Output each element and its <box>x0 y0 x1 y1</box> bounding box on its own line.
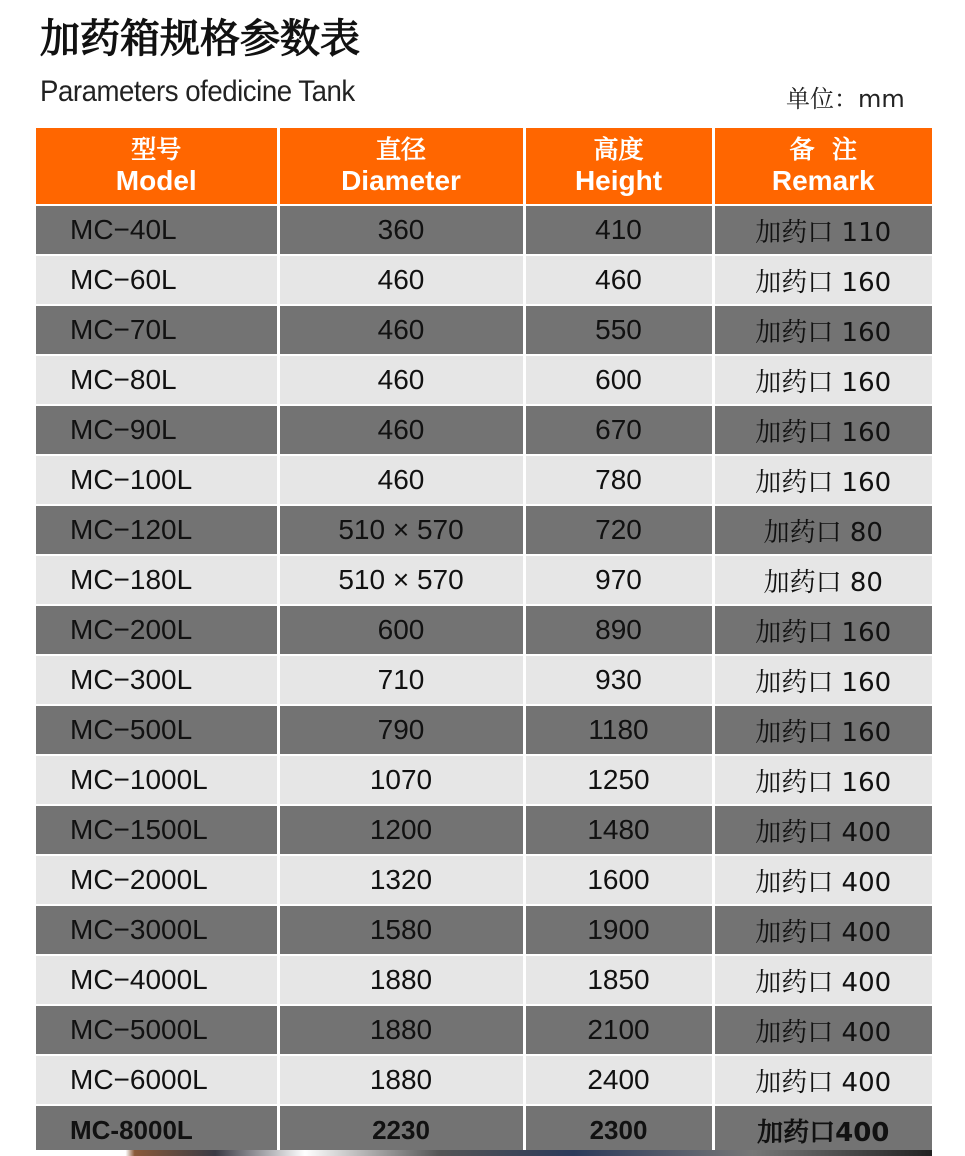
table-row <box>36 305 932 355</box>
cell-model: MC−90L <box>36 405 278 455</box>
cell-diameter: 1070 <box>278 755 524 805</box>
header-height-en: Height <box>574 165 663 196</box>
cell-remark: 加药口 80 <box>713 505 932 555</box>
header-model <box>36 128 278 205</box>
table-header-row <box>36 128 932 205</box>
cell-diameter: 790 <box>278 705 524 755</box>
cell-height: 720 <box>524 505 713 555</box>
table-row <box>36 655 932 705</box>
table-row <box>36 1055 932 1105</box>
table-row <box>36 1005 932 1055</box>
cell-height: 2300 <box>524 1105 713 1155</box>
cell-remark: 加药口 110 <box>713 205 932 255</box>
cell-model: MC−80L <box>36 355 278 405</box>
cell-remark: 加药口 160 <box>713 705 932 755</box>
cell-height: 780 <box>524 455 713 505</box>
header-height-zh: 高度 <box>593 135 644 164</box>
cell-remark: 加药口 160 <box>713 655 932 705</box>
page-title: 加药箱规格参数表 <box>40 16 360 62</box>
bottom-image-strip <box>36 1150 932 1156</box>
table-row <box>36 555 932 605</box>
table-row <box>36 805 932 855</box>
cell-remark: 加药口 80 <box>713 555 932 605</box>
table-row <box>36 205 932 255</box>
cell-model: MC−5000L <box>36 1005 278 1055</box>
cell-height: 600 <box>524 355 713 405</box>
cell-remark: 加药口 400 <box>713 1005 932 1055</box>
cell-diameter: 360 <box>278 205 524 255</box>
cell-diameter: 460 <box>278 305 524 355</box>
cell-model: MC-8000L <box>36 1105 278 1155</box>
cell-diameter: 1880 <box>278 955 524 1005</box>
header-remark-zh: 备 注 <box>789 135 857 164</box>
table-row <box>36 255 932 305</box>
cell-diameter: 2230 <box>278 1105 524 1155</box>
cell-remark: 加药口 400 <box>713 905 932 955</box>
parameters-table <box>36 128 932 1156</box>
cell-model: MC−1500L <box>36 805 278 855</box>
cell-height: 890 <box>524 605 713 655</box>
cell-height: 1600 <box>524 855 713 905</box>
header-remark <box>713 128 932 205</box>
cell-remark: 加药口 160 <box>713 405 932 455</box>
table-row <box>36 355 932 405</box>
cell-height: 1250 <box>524 755 713 805</box>
page-subtitle: Parameters ofedicine Tank <box>40 75 355 108</box>
cell-model: MC−100L <box>36 455 278 505</box>
cell-height: 550 <box>524 305 713 355</box>
cell-model: MC−4000L <box>36 955 278 1005</box>
cell-height: 460 <box>524 255 713 305</box>
cell-height: 2100 <box>524 1005 713 1055</box>
cell-remark: 加药口400 <box>713 1105 932 1155</box>
table-row <box>36 455 932 505</box>
cell-diameter: 510 × 570 <box>278 555 524 605</box>
cell-model: MC−300L <box>36 655 278 705</box>
header-diameter-en: Diameter <box>341 165 461 196</box>
cell-diameter: 1200 <box>278 805 524 855</box>
cell-height: 1850 <box>524 955 713 1005</box>
table-row <box>36 905 932 955</box>
cell-height: 2400 <box>524 1055 713 1105</box>
cell-model: MC−60L <box>36 255 278 305</box>
cell-model: MC−180L <box>36 555 278 605</box>
cell-diameter: 1880 <box>278 1005 524 1055</box>
cell-remark: 加药口 400 <box>713 805 932 855</box>
header-diameter-zh: 直径 <box>375 135 426 164</box>
cell-remark: 加药口 160 <box>713 605 932 655</box>
cell-model: MC−500L <box>36 705 278 755</box>
cell-model: MC−2000L <box>36 855 278 905</box>
table-row <box>36 605 932 655</box>
cell-model: MC−3000L <box>36 905 278 955</box>
table-body <box>36 205 932 1155</box>
cell-diameter: 460 <box>278 405 524 455</box>
cell-height: 410 <box>524 205 713 255</box>
cell-diameter: 1320 <box>278 855 524 905</box>
cell-remark: 加药口 160 <box>713 355 932 405</box>
cell-diameter: 1580 <box>278 905 524 955</box>
cell-model: MC−200L <box>36 605 278 655</box>
cell-model: MC−40L <box>36 205 278 255</box>
cell-remark: 加药口 400 <box>713 1055 932 1105</box>
unit-label: 单位：mm <box>786 85 905 113</box>
cell-diameter: 460 <box>278 255 524 305</box>
cell-remark: 加药口 400 <box>713 955 932 1005</box>
cell-remark: 加药口 160 <box>713 455 932 505</box>
cell-diameter: 510 × 570 <box>278 505 524 555</box>
header-height <box>524 128 713 205</box>
cell-remark: 加药口 160 <box>713 305 932 355</box>
cell-remark: 加药口 400 <box>713 855 932 905</box>
header-model-zh: 型号 <box>131 135 182 164</box>
header-model-en: Model <box>115 165 197 196</box>
cell-height: 1180 <box>524 705 713 755</box>
table-row <box>36 855 932 905</box>
cell-height: 1480 <box>524 805 713 855</box>
cell-model: MC−1000L <box>36 755 278 805</box>
table-row <box>36 955 932 1005</box>
cell-model: MC−70L <box>36 305 278 355</box>
cell-model: MC−6000L <box>36 1055 278 1105</box>
table-row <box>36 755 932 805</box>
cell-diameter: 600 <box>278 605 524 655</box>
cell-model: MC−120L <box>36 505 278 555</box>
cell-height: 1900 <box>524 905 713 955</box>
table-row <box>36 1105 932 1155</box>
table-row <box>36 405 932 455</box>
cell-diameter: 710 <box>278 655 524 705</box>
cell-height: 970 <box>524 555 713 605</box>
cell-height: 670 <box>524 405 713 455</box>
cell-remark: 加药口 160 <box>713 755 932 805</box>
cell-diameter: 460 <box>278 455 524 505</box>
cell-height: 930 <box>524 655 713 705</box>
cell-diameter: 1880 <box>278 1055 524 1105</box>
header-diameter <box>278 128 524 205</box>
table-row <box>36 505 932 555</box>
cell-diameter: 460 <box>278 355 524 405</box>
table-row <box>36 705 932 755</box>
header-remark-en: Remark <box>771 165 875 196</box>
cell-remark: 加药口 160 <box>713 255 932 305</box>
